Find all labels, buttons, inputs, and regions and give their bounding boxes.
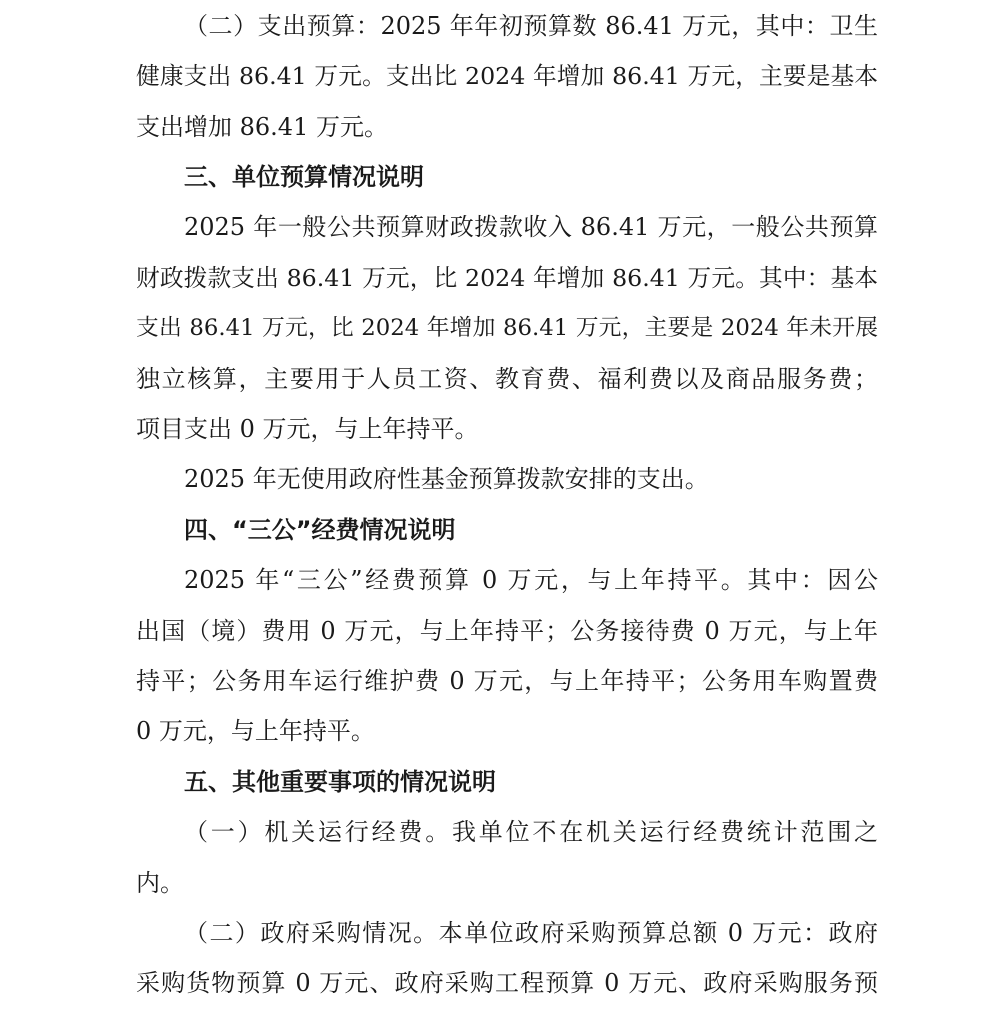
section-heading: 三、单位预算情况说明	[184, 163, 424, 191]
paragraph-line: 支出 86.41 万元，比 2024 年增加 86.41 万元，主要是 2024 年未开展	[136, 315, 878, 341]
paragraph-line: 健康支出 86.41 万元。支出比 2024 年增加 86.41 万元，主要是基本	[136, 62, 878, 90]
paragraph-line: 财政拨款支出 86.41 万元，比 2024 年增加 86.41 万元。其中：基本	[136, 264, 878, 292]
paragraph-line: 项目支出 0 万元，与上年持平。	[136, 415, 479, 443]
section-heading: 四、“三公”经费情况说明	[184, 516, 456, 544]
paragraph-line: （二）政府采购情况。本单位政府采购预算总额 0 万元：政府	[184, 919, 878, 947]
paragraph-line: （二）支出预算：2025 年年初预算数 86.41 万元，其中：卫生	[184, 12, 878, 40]
paragraph-line: 0 万元，与上年持平。	[136, 717, 375, 745]
paragraph-line: 支出增加 86.41 万元。	[136, 113, 388, 141]
paragraph-line: 2025 年无使用政府性基金预算拨款安排的支出。	[184, 465, 709, 493]
section-heading: 五、其他重要事项的情况说明	[184, 768, 496, 796]
paragraph-line: （一）机关运行经费。我单位不在机关运行经费统计范围之	[184, 818, 878, 846]
paragraph-line: 持平；公务用车运行维护费 0 万元，与上年持平；公务用车购置费	[136, 667, 878, 695]
paragraph-line: 独立核算，主要用于人员工资、教育费、福利费以及商品服务费；	[136, 365, 878, 393]
paragraph-line: 出国（境）费用 0 万元，与上年持平；公务接待费 0 万元，与上年	[136, 617, 878, 645]
paragraph-line: 2025 年“三公”经费预算 0 万元，与上年持平。其中：因公	[184, 566, 878, 594]
paragraph-line: 2025 年一般公共预算财政拨款收入 86.41 万元，一般公共预算	[184, 213, 878, 241]
paragraph-line: 内。	[136, 869, 184, 897]
paragraph-line: 采购货物预算 0 万元、政府采购工程预算 0 万元、政府采购服务预	[136, 969, 878, 997]
